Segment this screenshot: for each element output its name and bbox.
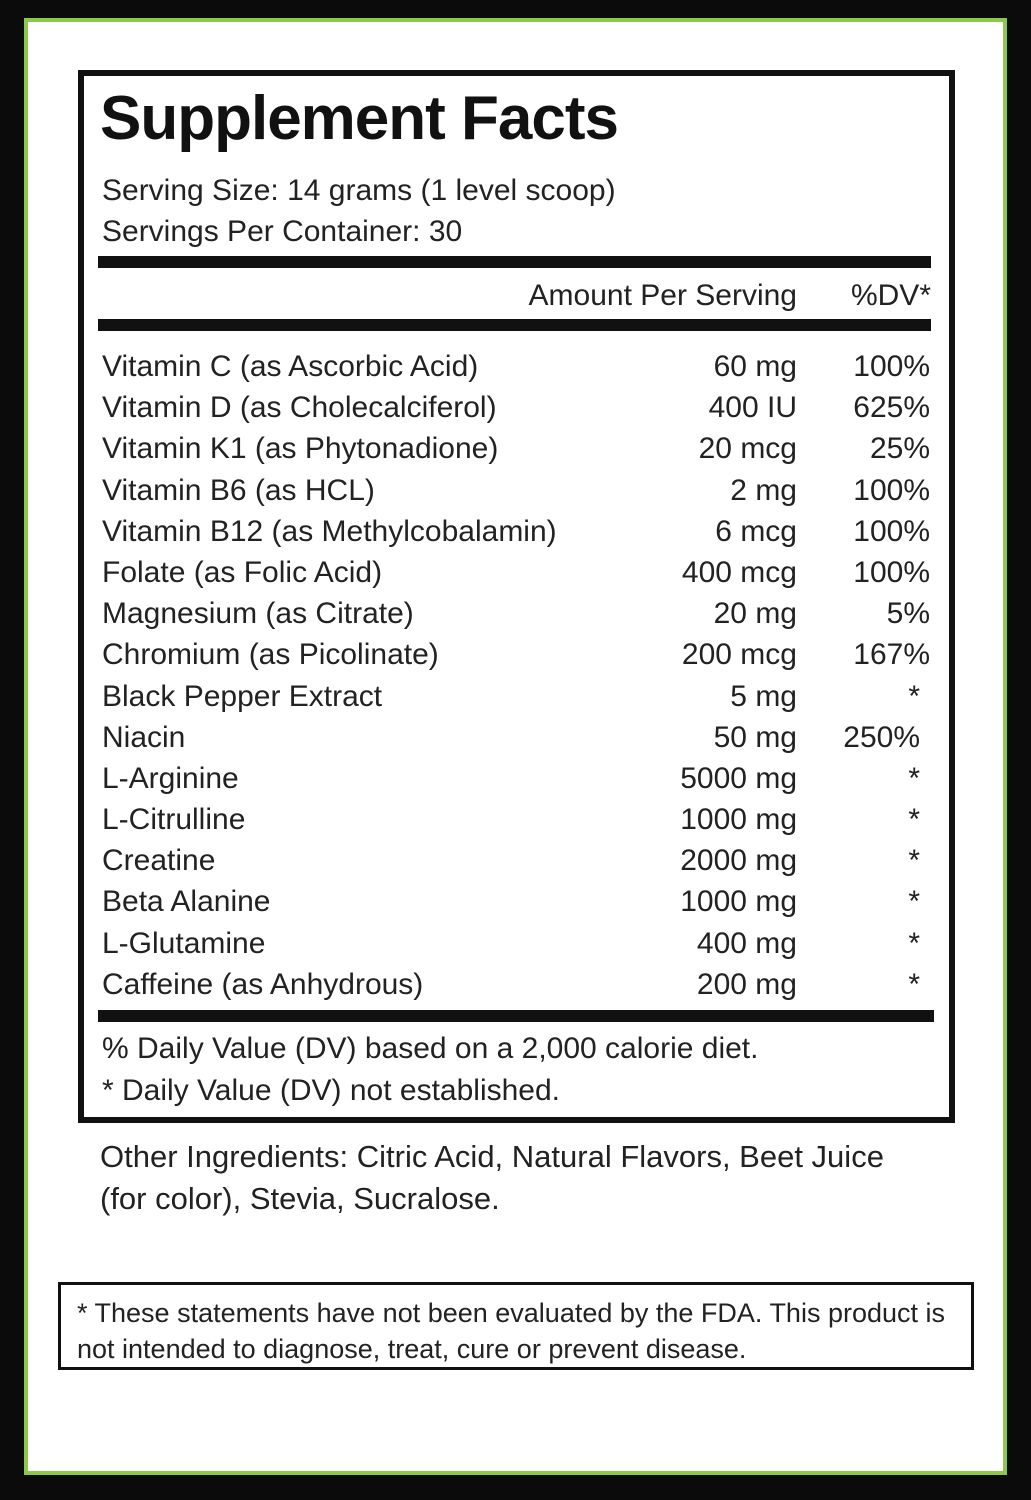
nutrient-name: L-Arginine [102, 761, 239, 795]
nutrient-dv: * [908, 885, 920, 919]
supplement-facts-panel [78, 70, 955, 1123]
nutrient-amount: 20 mg [713, 597, 797, 631]
nutrient-amount: 50 mg [713, 720, 797, 754]
footnote-not-established: * Daily Value (DV) not established. [102, 1074, 560, 1107]
nutrient-amount: 20 mcg [698, 432, 797, 466]
nutrient-table [102, 346, 930, 1005]
panel-title: Supplement Facts [100, 84, 618, 153]
nutrient-dv: * [908, 803, 920, 837]
nutrient-name: Caffeine (as Anhydrous) [102, 967, 424, 1001]
nutrient-name: Niacin [102, 720, 186, 754]
nutrient-dv: 167% [853, 638, 930, 672]
servings-per-container: Servings Per Container: 30 [102, 215, 463, 248]
nutrient-dv: 5% [886, 597, 930, 631]
nutrient-name: Vitamin K1 (as Phytonadione) [102, 432, 499, 466]
nutrient-amount: 5000 mg [680, 761, 797, 795]
header-amount: Amount Per Serving [528, 279, 797, 312]
nutrient-amount: 1000 mg [680, 885, 797, 919]
nutrient-name: Creatine [102, 844, 216, 878]
nutrient-row [102, 346, 930, 387]
divider-thick-top [98, 256, 931, 268]
nutrient-dv: 100% [853, 473, 930, 507]
nutrient-amount: 200 mcg [681, 638, 797, 672]
divider-thick-header [98, 319, 931, 331]
nutrient-amount: 6 mcg [715, 514, 797, 548]
nutrient-row [102, 387, 930, 428]
serving-size: Serving Size: 14 grams (1 level scoop) [102, 174, 616, 207]
nutrient-amount: 2000 mg [680, 844, 797, 878]
nutrient-name: Vitamin D (as Cholecalciferol) [102, 391, 497, 425]
nutrient-dv: * [908, 844, 920, 878]
header-dv: %DV* [850, 279, 931, 312]
nutrient-name: Folate (as Folic Acid) [102, 555, 383, 589]
nutrient-dv: 100% [853, 350, 930, 383]
nutrient-row [102, 840, 930, 881]
nutrient-row [102, 964, 930, 1005]
other-ingredients: Other Ingredients: Citric Acid, Natural Flavors, Beet Juice (for color), Stevia, Sucralose. [100, 1139, 884, 1216]
nutrient-name: Vitamin B12 (as Methylcobalamin) [102, 514, 557, 548]
nutrient-row [102, 717, 930, 758]
nutrient-name: Vitamin B6 (as HCL) [102, 473, 375, 507]
nutrient-amount: 1000 mg [680, 803, 797, 837]
nutrient-dv: * [908, 679, 920, 713]
nutrient-amount: 2 mg [730, 473, 797, 507]
nutrient-row [102, 593, 930, 634]
nutrient-amount: 200 mg [696, 967, 797, 1001]
nutrient-dv: 250% [843, 720, 920, 754]
nutrient-row [102, 634, 930, 675]
divider-thick-bottom [98, 1010, 934, 1022]
nutrient-amount: 400 mcg [681, 555, 797, 589]
nutrient-name: Beta Alanine [102, 885, 271, 919]
nutrient-dv: 100% [853, 514, 930, 548]
nutrient-name: Vitamin C (as Ascorbic Acid) [102, 350, 479, 383]
nutrient-row [102, 428, 930, 469]
nutrient-name: Magnesium (as Citrate) [102, 597, 414, 631]
nutrient-row [102, 676, 930, 717]
nutrient-row [102, 881, 930, 922]
nutrient-name: Black Pepper Extract [102, 679, 383, 713]
nutrient-row [102, 511, 930, 552]
footnote-dv-basis: % Daily Value (DV) based on a 2,000 calorie diet. [102, 1032, 759, 1065]
nutrient-row [102, 470, 930, 511]
nutrient-dv: * [908, 761, 920, 795]
nutrient-dv: 100% [853, 555, 930, 589]
nutrient-row [102, 758, 930, 799]
nutrient-name: Chromium (as Picolinate) [102, 638, 439, 672]
nutrient-name: L-Citrulline [102, 803, 246, 837]
nutrient-row [102, 552, 930, 593]
nutrient-amount: 400 IU [708, 391, 797, 425]
nutrient-row [102, 923, 930, 964]
nutrient-dv: * [908, 926, 920, 960]
fda-disclaimer-text: * These statements have not been evaluated by the FDA. This product is not intended to diagnose, treat, cure or prevent disease. [77, 1298, 946, 1364]
nutrient-dv: 25% [869, 432, 930, 466]
nutrient-amount: 60 mg [713, 350, 797, 383]
fda-disclaimer-box [58, 1282, 974, 1370]
nutrient-dv: * [908, 967, 920, 1001]
nutrient-row [102, 799, 930, 840]
nutrient-name: L-Glutamine [102, 926, 266, 960]
nutrient-amount: 5 mg [730, 679, 797, 713]
nutrient-amount: 400 mg [696, 926, 797, 960]
nutrient-dv: 625% [853, 391, 930, 425]
